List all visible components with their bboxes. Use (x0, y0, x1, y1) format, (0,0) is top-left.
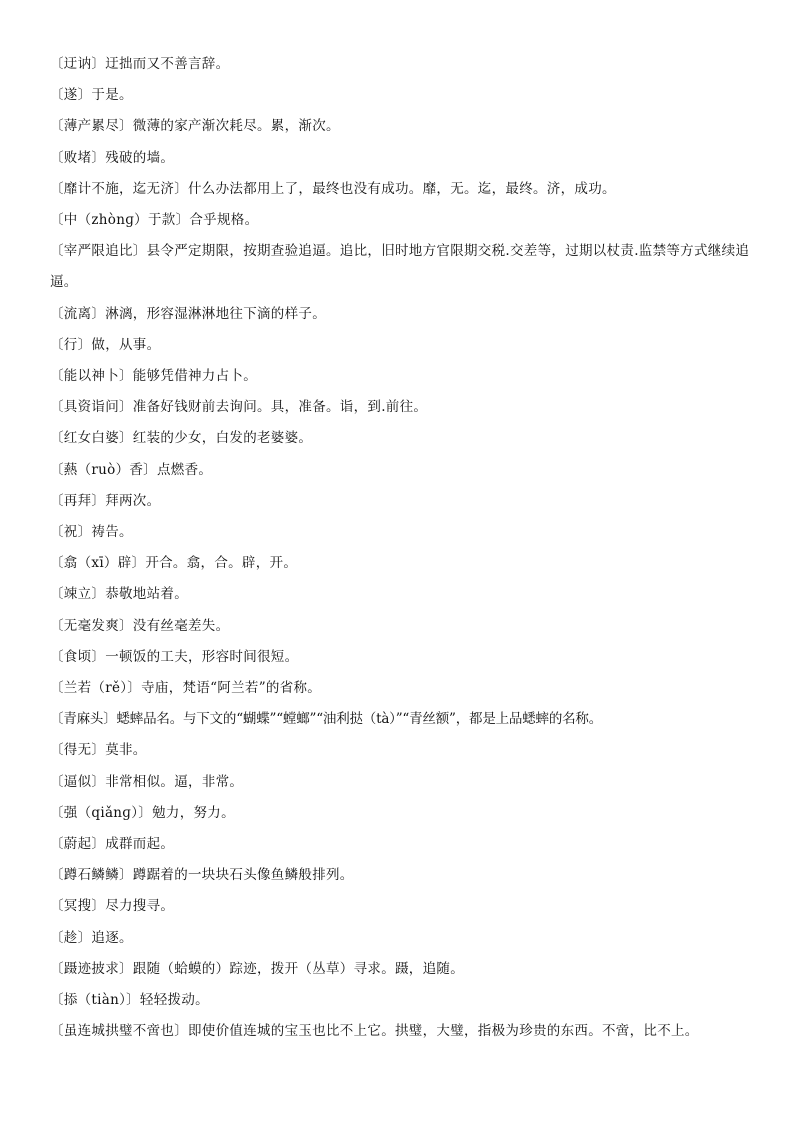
gloss-entry: 〔薄产累尽〕微薄的家产渐次耗尽。累，渐次。 (50, 118, 340, 135)
gloss-entry: 〔强（qiǎnɡ）〕勉力，努力。 (50, 804, 235, 821)
gloss-entry: 〔遂〕于是。 (50, 87, 133, 104)
gloss-entry: 〔再拜〕拜两次。 (50, 492, 161, 509)
gloss-entry: 〔行〕做，从事。 (50, 336, 161, 353)
gloss-entry: 〔掭（tiàn）〕轻轻拨动。 (50, 992, 209, 1009)
gloss-entry: 〔祝〕祷告。 (50, 524, 133, 541)
gloss-entry: 〔逼似〕非常相似。逼，非常。 (50, 773, 244, 790)
gloss-entry: 〔迂讷〕迂拙而又不善言辞。 (50, 56, 230, 72)
gloss-entry: 〔虽连城拱璧不啻也〕即使价值连城的宝玉也比不上它。拱璧，大璧，指极为珍贵的东西。不啻，比不上。 (50, 1023, 699, 1040)
gloss-entry: 〔食顷〕一顿饭的工夫，形容时间很短。 (50, 648, 299, 665)
gloss-entry: 〔能以神卜〕能够凭借神力占卜。 (50, 368, 257, 385)
gloss-entry: 〔青麻头〕蟋蟀品名。与下文的“蝴蝶”“螳螂”“油利挞（tà）”“青丝额”，都是上品蟋蟀的名称。 (50, 711, 603, 728)
gloss-entry: 〔红女白婆〕红装的少女，白发的老婆婆。 (50, 430, 313, 447)
gloss-entry: 〔得无〕莫非。 (50, 742, 147, 759)
gloss-entry: 〔兰若（rě）〕寺庙，梵语“阿兰若”的省称。 (50, 680, 322, 697)
gloss-entry: 〔具资诣问〕准备好钱财前去询问。具，准备。诣，到.前往。 (50, 399, 428, 416)
gloss-entry: 〔败堵〕残破的墙。 (50, 149, 175, 166)
gloss-entry: 〔爇（ruò）香〕点燃香。 (50, 461, 213, 478)
gloss-entry: 〔趁〕追逐。 (50, 929, 133, 946)
gloss-entry: 〔蹑迹披求〕跟随（蛤蟆的）踪迹，拨开（丛草）寻求。蹑，追随。 (50, 960, 464, 977)
gloss-entry: 〔竦立〕恭敬地站着。 (50, 586, 188, 603)
gloss-entry: 〔流离〕淋漓，形容湿淋淋地往下滴的样子。 (50, 305, 326, 322)
gloss-entry: 〔无毫发爽〕没有丝毫差失。 (50, 617, 230, 634)
gloss-entry: 〔靡计不施，迄无济〕什么办法都用上了，最终也没有成功。靡，无。迄，最终。济，成功。 (50, 180, 616, 197)
gloss-entry: 〔宰严限追比〕县令严定期限，按期查验追逼。追比，旧时地方官限期交税.交差等，过期以杖责.监禁等方式继续追逼。 (50, 243, 750, 291)
gloss-list (50, 49, 750, 1048)
gloss-entry: 〔冥搜〕尽力搜寻。 (50, 898, 175, 915)
gloss-entry: 〔蔚起〕成群而起。 (50, 836, 175, 853)
gloss-entry: 〔中（zhònɡ）于款〕合乎规格。 (50, 212, 259, 229)
gloss-entry: 〔蹲石鳞鳞〕蹲踞着的一块块石头像鱼鳞般排列。 (50, 867, 354, 884)
gloss-entry: 〔翕（xī）辟〕开合。翕，合。辟，开。 (50, 555, 298, 572)
